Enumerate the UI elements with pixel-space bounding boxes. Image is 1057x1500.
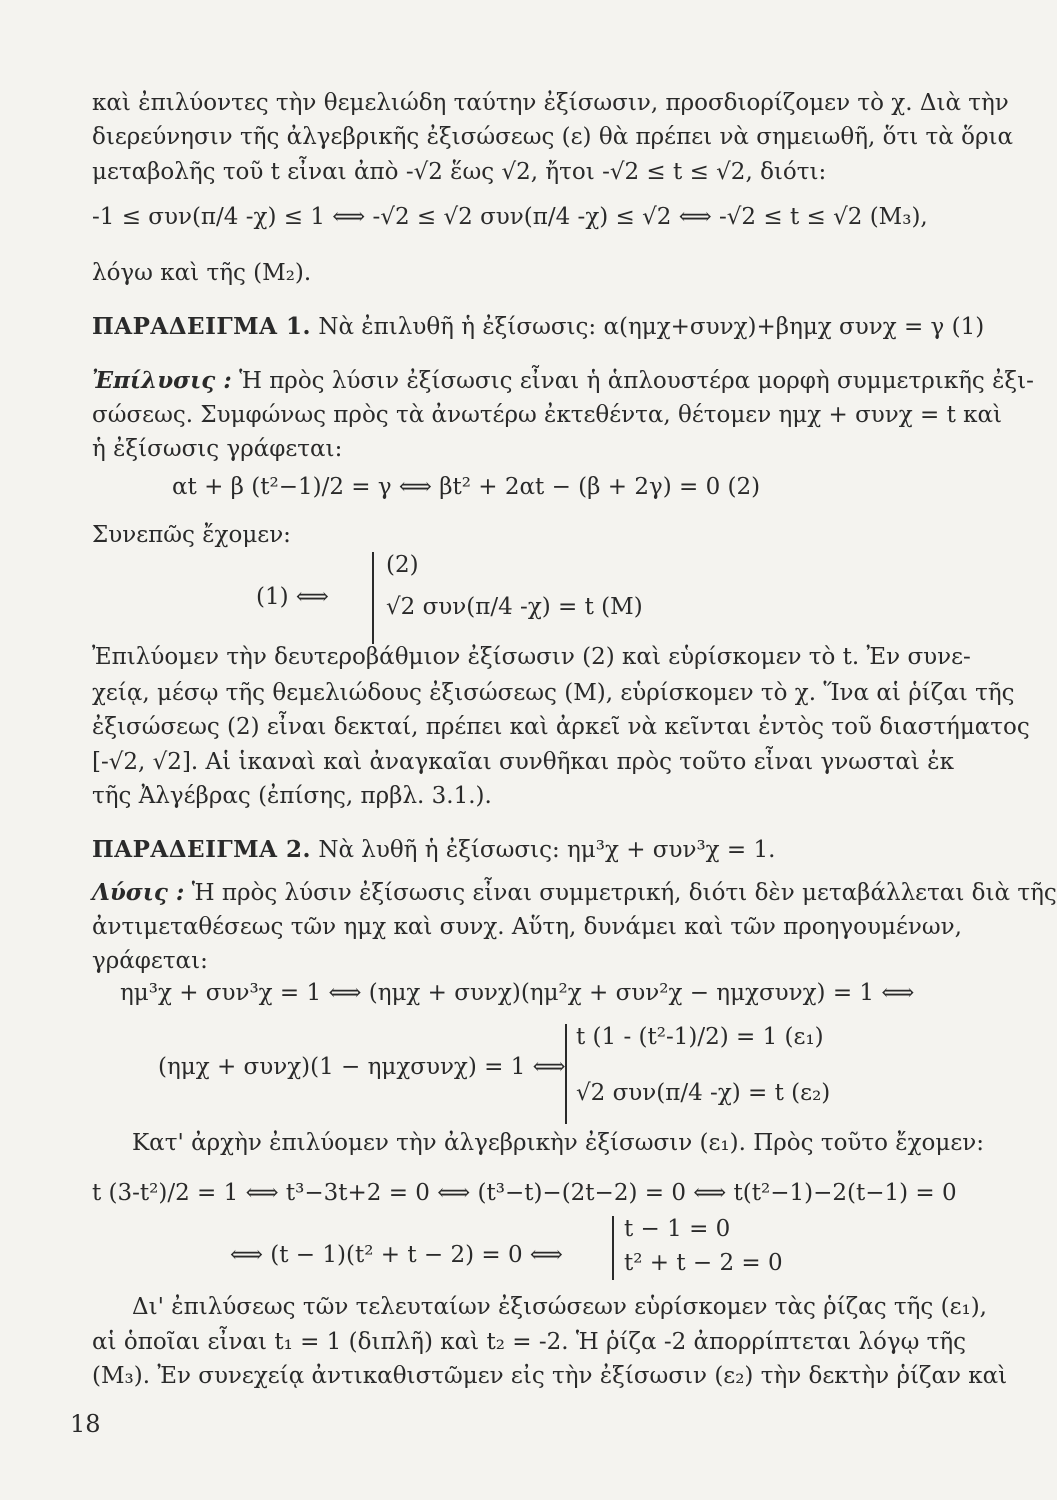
equation-6: t (3-t²)/2 = 1 ⟺ t³−3t+2 = 0 ⟺ (t³−t)−(2t−2) = 0 ⟺ t(t²−1)−2(t−1) = 0	[92, 1180, 957, 1206]
equation-5-bottom: √2 συν(π/4 -χ) = t (ε₂)	[576, 1080, 831, 1106]
text-line: ἀντιμεταθέσεως τῶν ημχ καὶ συνχ. Αὕτη, δυνάμει καὶ τῶν προηγουμένων,	[92, 914, 962, 940]
equation-5-left: (ημχ + συνχ)(1 − ημχσυνχ) = 1 ⟺	[158, 1054, 566, 1080]
text-line: (M₃). Ἐν συνεχείᾳ ἀντικαθιστῶμεν εἰς τὴν ἐξίσωσιν (ε₂) τὴν δεκτὴν ῥίζαν καὶ	[92, 1363, 1008, 1389]
text-line: [-√2, √2]. Αἱ ἱκαναὶ καὶ ἀναγκαῖαι συνθῆκαι πρὸς τοῦτο εἶναι γνωσταὶ ἐκ	[92, 749, 954, 775]
solution-1-label: Ἐπίλυσις :	[92, 367, 232, 394]
text-line: Συνεπῶς ἔχομεν:	[92, 522, 291, 548]
page-number: 18	[70, 1410, 101, 1438]
text-line: καὶ ἐπιλύοντες τὴν θεμελιώδη ταύτην ἐξίσωσιν, προσδιορίζομεν τὸ χ. Διὰ τὴν	[92, 90, 1009, 116]
solution-1-text: Ἡ πρὸς λύσιν ἐξίσωσις εἶναι ἡ ἁπλουστέρα μορφὴ συμμετρικῆς ἐξι-	[239, 368, 1034, 394]
text-line: χείᾳ, μέσῳ τῆς θεμελιώδους ἐξισώσεως (M), εὑρίσκομεν τὸ χ. Ἵνα αἱ ῥίζαι τῆς	[92, 680, 1015, 706]
equation-4: ημ³χ + συν³χ = 1 ⟺ (ημχ + συνχ)(ημ²χ + συν²χ − ημχσυνχ) = 1 ⟺	[120, 980, 915, 1006]
equation-2: αt + β (t²−1)/2 = γ ⟺ βt² + 2αt − (β + 2γ) = 0 (2)	[172, 474, 761, 500]
text-line: μεταβολῆς τοῦ t εἶναι ἀπὸ -√2 ἕως √2, ἤτοι -√2 ≤ t ≤ √2, διότι:	[92, 159, 827, 185]
equation-3-left: (1) ⟺	[256, 584, 329, 610]
equation-7-bottom: t² + t − 2 = 0	[624, 1250, 783, 1276]
example-1-text: Νὰ ἐπιλυθῆ ἡ ἐξίσωσις: α(ημχ+συνχ)+βημχ συνχ = γ (1)	[318, 314, 985, 340]
system-brace	[612, 1216, 614, 1280]
system-brace	[565, 1024, 567, 1124]
example-1-heading	[92, 310, 984, 344]
text-line: Ἐπιλύομεν τὴν δευτεροβάθμιον ἐξίσωσιν (2) καὶ εὑρίσκομεν τὸ t. Ἐν συνε-	[92, 644, 971, 670]
text-line: Κατ' ἀρχὴν ἐπιλύομεν τὴν ἀλγεβρικὴν ἐξίσωσιν (ε₁). Πρὸς τοῦτο ἔχομεν:	[132, 1130, 984, 1156]
text-line: ἡ ἐξίσωσις γράφεται:	[92, 436, 343, 462]
text-line: Δι' ἐπιλύσεως τῶν τελευταίων ἐξισώσεων εὑρίσκομεν τὰς ῥίζας τῆς (ε₁),	[132, 1294, 987, 1320]
text-line: διερεύνησιν τῆς ἀλγεβρικῆς ἐξισώσεως (ε) θὰ πρέπει νὰ σημειωθῆ, ὅτι τὰ ὅρια	[92, 124, 1014, 150]
text-line: τῆς Ἀλγέβρας (ἐπίσης, πρβλ. 3.1.).	[92, 783, 492, 809]
text-line: γράφεται:	[92, 948, 208, 974]
text-line: αἱ ὁποῖαι εἶναι t₁ = 1 (διπλῆ) καὶ t₂ = -2. Ἡ ῥίζα -2 ἀπορρίπτεται λόγῳ τῆς	[92, 1329, 967, 1355]
solution-2-line	[92, 876, 1057, 910]
example-2-text: Νὰ λυθῆ ἡ ἐξίσωσις: ημ³χ + συν³χ = 1.	[318, 837, 776, 863]
equation-5-top: t (1 - (t²-1)/2) = 1 (ε₁)	[576, 1024, 824, 1050]
equation-3-top: (2)	[386, 552, 419, 578]
example-2-label: ΠΑΡΑΔΕΙΓΜΑ 2.	[92, 836, 311, 863]
equation-3-bottom: √2 συν(π/4 -χ) = t (M)	[386, 594, 643, 620]
example-2-heading	[92, 833, 775, 867]
example-1-label: ΠΑΡΑΔΕΙΓΜΑ 1.	[92, 313, 311, 340]
text-line: σώσεως. Συμφώνως πρὸς τὰ ἀνωτέρω ἐκτεθέντα, θέτομεν ημχ + συνχ = t καὶ	[92, 402, 1003, 428]
text-line: ἐξισώσεως (2) εἶναι δεκταί, πρέπει καὶ ἀρκεῖ νὰ κεῖνται ἐντὸς τοῦ διαστήματος	[92, 714, 1030, 740]
solution-2-text: Ἡ πρὸς λύσιν ἐξίσωσις εἶναι συμμετρική, διότι δὲν μεταβάλλεται διὰ τῆς	[191, 880, 1057, 906]
system-brace	[372, 552, 374, 644]
equation-7-left: ⟺ (t − 1)(t² + t − 2) = 0 ⟺	[230, 1242, 563, 1268]
equation-bounds: -1 ≤ συν(π/4 -χ) ≤ 1 ⟺ -√2 ≤ √2 συν(π/4 -χ) ≤ √2 ⟺ -√2 ≤ t ≤ √2 (M₃),	[92, 204, 928, 230]
solution-2-label: Λύσις :	[92, 879, 185, 906]
text-line: λόγω καὶ τῆς (M₂).	[92, 260, 312, 286]
equation-7-top: t − 1 = 0	[624, 1216, 731, 1242]
solution-1-line	[92, 364, 1034, 398]
